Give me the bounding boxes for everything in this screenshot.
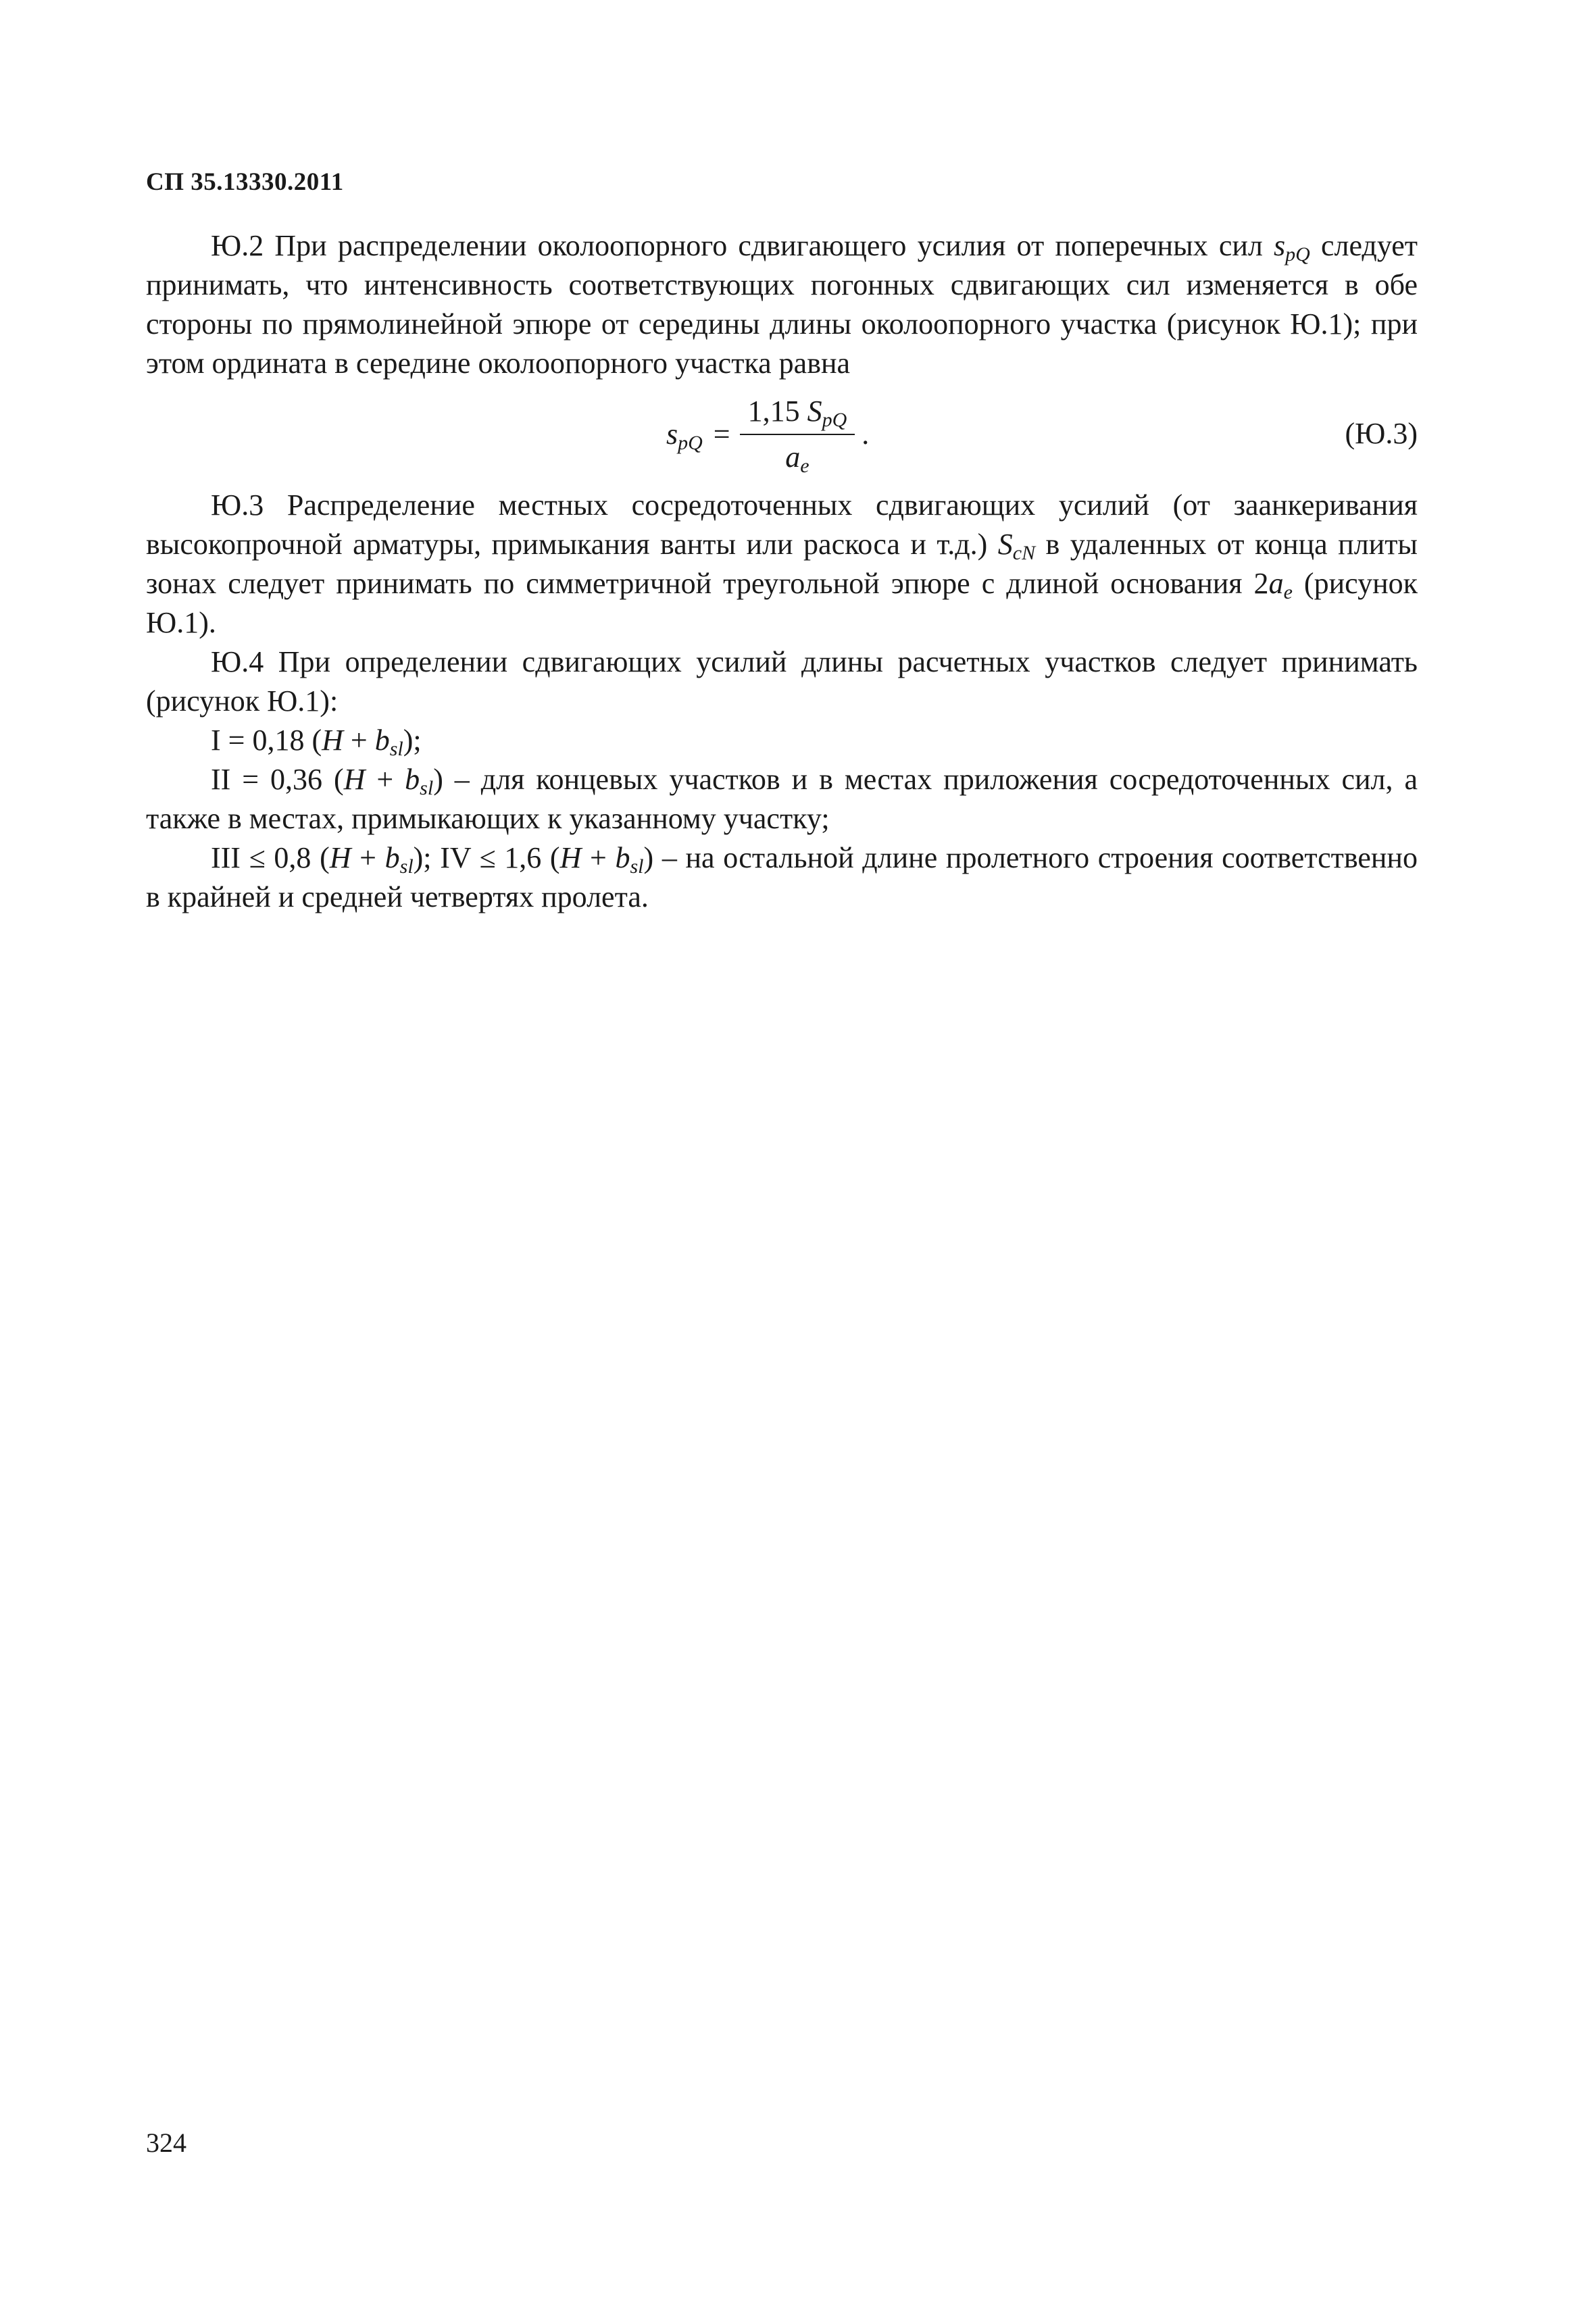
line-iv-b: b [615, 841, 630, 874]
subscript-e [1284, 581, 1293, 603]
line-ii-sub [420, 777, 433, 799]
line-ii-b: b [405, 763, 420, 796]
variable-s: s [1274, 229, 1286, 262]
line-i-b: b [374, 724, 390, 757]
page-number: 324 [146, 2128, 186, 2158]
formula-den-sub-text: e [800, 455, 809, 477]
paragraph-yu3-lead: Ю.3 Распределение местных сосредоточенных сдвигающих усилий (от заанкеривания высокопрочной арматуры, примыкания ванты или раскоса и т.д.) [146, 488, 1418, 561]
line-iii-pre: III ≤ 0,8 ( [211, 841, 330, 874]
line-ii-h: H [343, 763, 366, 796]
subscript-pq [1285, 243, 1310, 266]
formula-lhs-var: s [666, 418, 678, 451]
line-iii-plus: + [351, 841, 385, 874]
subscript-pq-text: pQ [1285, 243, 1310, 266]
subscript-cn-text: cN [1012, 542, 1036, 564]
document-code-header: СП 35.13330.2011 [146, 168, 344, 196]
subscript-cn [1013, 542, 1035, 564]
formula-num-var: S [807, 395, 822, 428]
subscript-e-text: e [1283, 581, 1293, 603]
formula-lhs-sub [678, 432, 703, 454]
formula-num-coef: 1,15 [747, 395, 800, 428]
line-ii-sub-text: sl [420, 777, 434, 799]
paragraph-yu2-lead: Ю.2 При распределении околоопорного сдвигающего усилия от поперечных сил [211, 229, 1274, 262]
line-iii-sub [400, 855, 414, 878]
line-i-post: ); [403, 724, 422, 757]
variable-s-cn: S [997, 528, 1013, 561]
paragraph-yu3-mid: в удаленных от конца плиты зонах следует принимать по симметричной треугольной эпюре с длиной основания 2 [146, 528, 1418, 600]
length-line-i [146, 721, 1418, 760]
paragraph-yu2-rest: следует принимать, что интенсивность соответствующих погонных сдвигающих сил изменяется в обе стороны по прямолинейной эпюре от середины длины околоопорного участка (рисунок Ю.1); при этом ордината в середине околоопорного участка равна [146, 229, 1418, 380]
paragraph-yu2 [146, 226, 1418, 383]
length-line-iii-iv [146, 838, 1418, 917]
formula-expression [666, 384, 869, 484]
line-iii-h: H [329, 841, 351, 874]
line-ii-plus: + [365, 763, 405, 796]
formula-numerator [740, 392, 855, 435]
line-i-sub [390, 738, 403, 760]
line-iv-sub [630, 855, 644, 878]
line-ii-pre: II = 0,36 ( [211, 763, 344, 796]
formula-den-var: a [785, 441, 801, 474]
line-iv-plus: + [581, 841, 616, 874]
document-body [146, 226, 1418, 917]
line-i-pre: I = 0,18 ( [211, 724, 322, 757]
formula-lhs [666, 415, 703, 454]
formula-den-sub [800, 455, 809, 477]
formula-period: . [862, 418, 870, 451]
formula-denominator [785, 435, 809, 477]
equation-number: (Ю.3) [1345, 417, 1418, 450]
line-iii-mid: ); IV ≤ 1,6 ( [413, 841, 560, 874]
line-ii-post: ) – для концевых участков и в местах приложения сосредоточенных сил, а также в местах, примыкающих к указанному участку; [146, 763, 1418, 835]
formula-equals-sign: = [713, 418, 730, 451]
line-iv-sub-text: sl [630, 855, 644, 878]
line-i-plus: + [343, 724, 375, 757]
line-iv-h: H [559, 841, 582, 874]
line-iii-b: b [384, 841, 400, 874]
variable-a: a [1268, 567, 1284, 600]
line-i-sub-text: sl [389, 738, 403, 760]
paragraph-yu3-rest: (рисунок Ю.1). [146, 567, 1418, 639]
line-iii-post: ) – на остальной длине пролетного строения соответственно в крайней и средней четвертях пролета. [146, 841, 1418, 913]
paragraph-yu3 [146, 486, 1418, 643]
line-i-h: H [322, 724, 343, 757]
formula-num-sub [822, 409, 847, 431]
line-iii-sub-text: sl [399, 855, 414, 878]
length-line-ii [146, 760, 1418, 838]
formula-lhs-sub-text: pQ [678, 432, 703, 454]
formula-yu3 [146, 384, 1418, 484]
formula-fraction [740, 392, 855, 477]
paragraph-yu4: Ю.4 При определении сдвигающих усилий длины расчетных участков следует принимать (рисунок Ю.1): [146, 645, 1418, 718]
formula-num-sub-text: pQ [822, 409, 847, 431]
